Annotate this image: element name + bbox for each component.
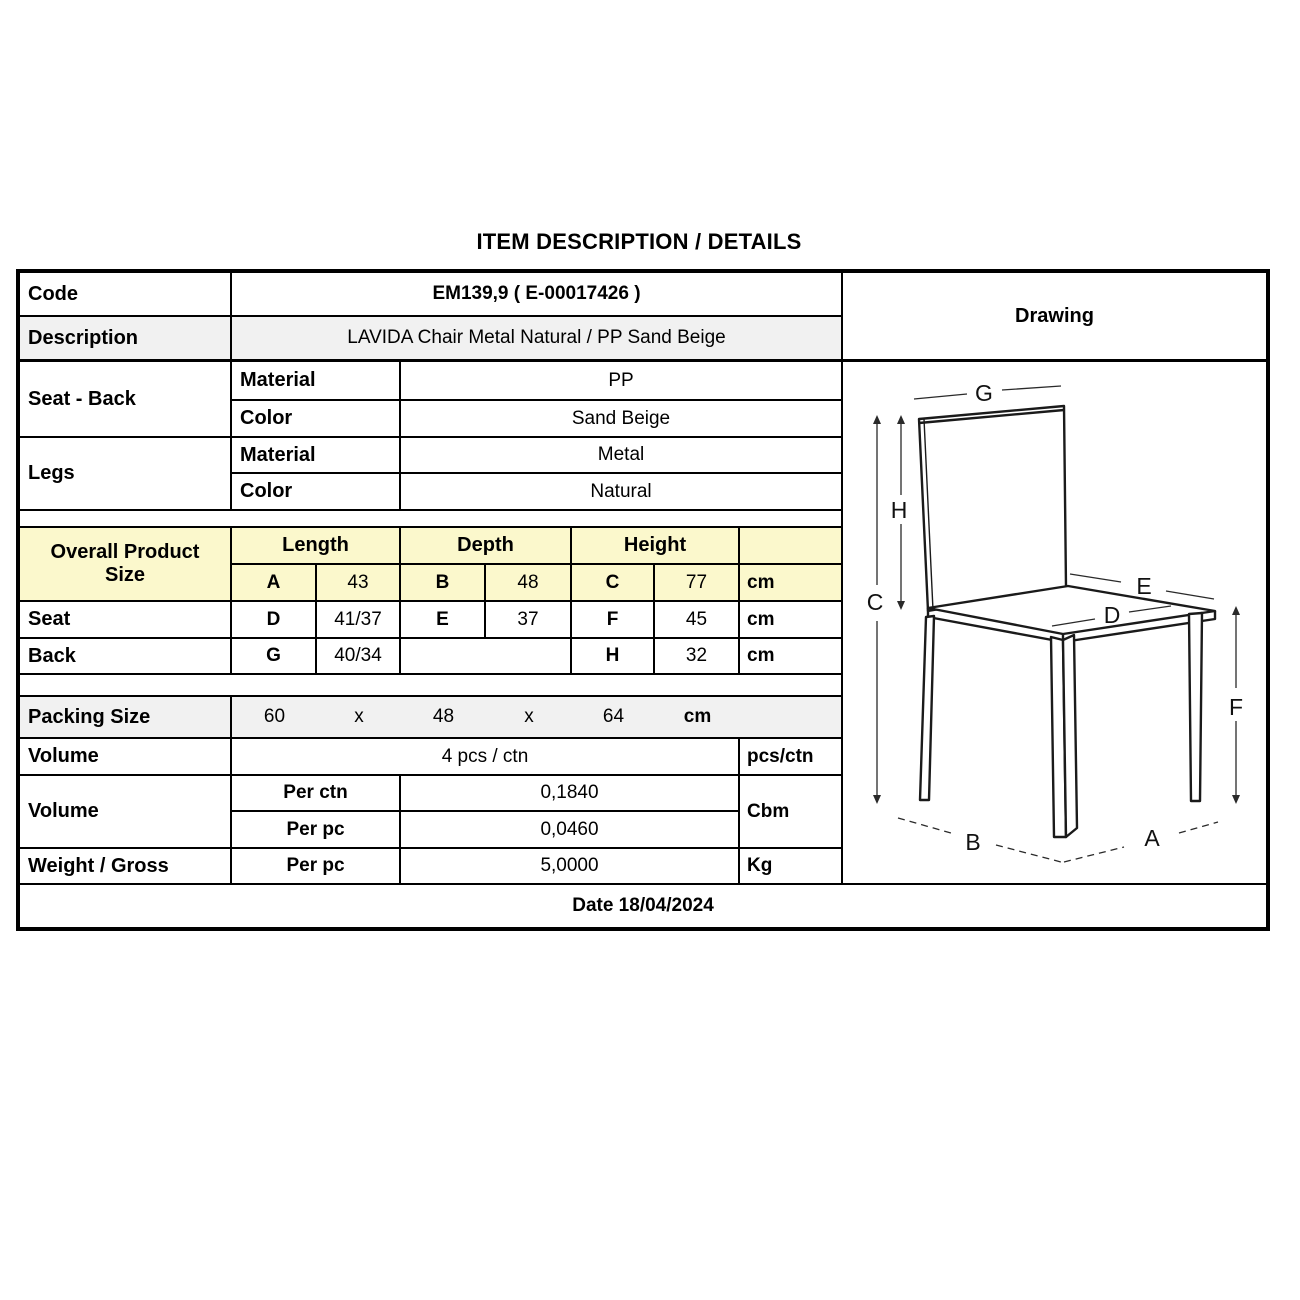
seat-row-label: Seat (20, 602, 232, 639)
seat-d-value: 41/37 (317, 602, 401, 639)
back-blank-cell (401, 639, 572, 675)
length-header: Length (232, 528, 401, 565)
height-header: Height (572, 528, 740, 565)
volume-pcs-unit: pcs/ctn (740, 739, 843, 776)
chair-drawing-svg (843, 362, 1266, 883)
chair-leg-front-side (1063, 635, 1077, 837)
seat-d-key: D (232, 602, 317, 639)
drawing-header: Drawing (843, 273, 1266, 362)
back-unit: cm (740, 639, 843, 675)
spacer-row (20, 511, 843, 528)
packing-x2: x (524, 706, 534, 728)
per-ctn-label: Per ctn (232, 776, 401, 812)
chair-backrest (919, 406, 1066, 611)
depth-header: Depth (401, 528, 572, 565)
dim-label-f: F (1228, 694, 1244, 720)
packing-dimensions (232, 697, 841, 737)
back-h-value: 32 (655, 639, 740, 675)
seat-unit: cm (740, 602, 843, 639)
packing-unit: cm (683, 706, 712, 728)
chair-leg-back-left (920, 616, 934, 800)
overall-unit: cm (740, 565, 843, 602)
spacer-row (20, 675, 843, 697)
chair-leg-right (1189, 613, 1202, 801)
back-h-key: H (572, 639, 655, 675)
volume-pcs-label: Volume (20, 739, 232, 776)
dim-label-h: H (890, 497, 908, 523)
per-pc-label: Per pc (232, 812, 401, 849)
dim-label-e: E (1136, 573, 1152, 599)
overall-c-value: 77 (655, 565, 740, 602)
item-details-table (16, 269, 1270, 931)
seat-back-label: Seat - Back (20, 362, 232, 438)
packing-dim1: 60 (263, 706, 286, 728)
size-header-blank (740, 528, 843, 565)
back-row-label: Back (20, 639, 232, 675)
back-g-key: G (232, 639, 317, 675)
per-pc-value: 0,0460 (401, 812, 740, 849)
overall-a-key: A (232, 565, 317, 602)
packing-size-value (232, 697, 843, 739)
legs-material-value: Metal (401, 438, 843, 474)
overall-size-label-line1: Overall Product (50, 541, 200, 563)
weight-unit: Kg (740, 849, 843, 885)
legs-color-value: Natural (401, 474, 843, 511)
packing-dim2: 48 (432, 706, 455, 728)
seat-back-material-value: PP (401, 362, 843, 401)
overall-b-key: B (401, 565, 486, 602)
overall-size-label-line2: Size (104, 564, 146, 586)
seat-f-value: 45 (655, 602, 740, 639)
back-g-value: 40/34 (317, 639, 401, 675)
dim-label-b: B (965, 829, 981, 855)
dim-label-a: A (1144, 825, 1160, 851)
legs-label: Legs (20, 438, 232, 511)
date-row: Date 18/04/2024 (572, 895, 714, 917)
weight-per-pc-label: Per pc (232, 849, 401, 885)
volume-cbm-unit: Cbm (740, 776, 843, 849)
weight-gross-label: Weight / Gross (20, 849, 232, 885)
seat-f-key: F (572, 602, 655, 639)
dim-label-d: D (1103, 602, 1121, 628)
seat-back-material-label: Material (232, 362, 401, 401)
chair-drawing (843, 362, 1266, 885)
per-ctn-value: 0,1840 (401, 776, 740, 812)
dim-label-g: G (975, 380, 993, 406)
overall-a-value: 43 (317, 565, 401, 602)
overall-size-label (20, 528, 232, 602)
legs-color-label: Color (232, 474, 401, 511)
volume-cbm-label: Volume (20, 776, 232, 849)
volume-pcs-value: 4 pcs / ctn (232, 739, 740, 776)
seat-e-key: E (401, 602, 486, 639)
code-label: Code (20, 273, 232, 317)
dim-label-c: C (866, 589, 884, 615)
dim-line-a (1064, 822, 1218, 862)
description-value: LAVIDA Chair Metal Natural / PP Sand Beige (232, 317, 843, 362)
packing-size-label: Packing Size (20, 697, 232, 739)
description-label: Description (20, 317, 232, 362)
seat-back-color-value: Sand Beige (401, 401, 843, 438)
overall-c-key: C (572, 565, 655, 602)
seat-e-value: 37 (486, 602, 572, 639)
weight-value: 5,0000 (401, 849, 740, 885)
legs-material-label: Material (232, 438, 401, 474)
packing-dim3: 64 (602, 706, 625, 728)
code-value: EM139,9 ( E-00017426 ) (232, 273, 843, 317)
page-title: ITEM DESCRIPTION / DETAILS (476, 229, 802, 254)
overall-b-value: 48 (486, 565, 572, 602)
packing-x1: x (354, 706, 364, 728)
seat-back-color-label: Color (232, 401, 401, 438)
